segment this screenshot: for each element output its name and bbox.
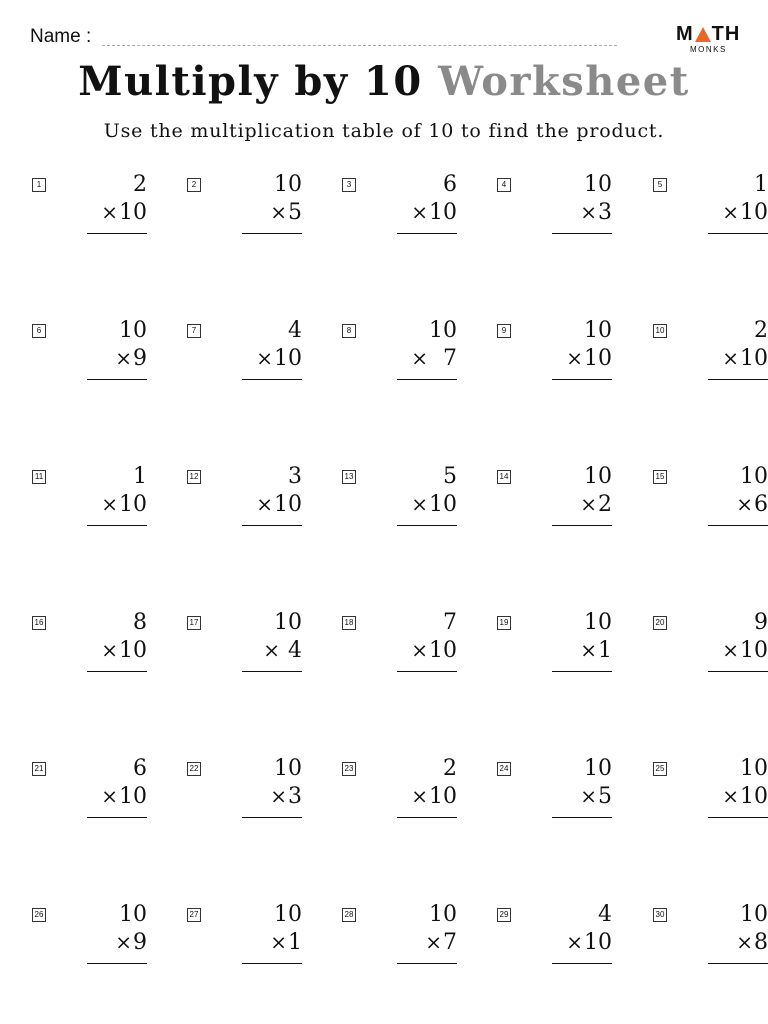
multiplicand: 2 — [443, 756, 457, 781]
answer-line[interactable] — [708, 671, 768, 672]
problem-number: 11 — [32, 470, 46, 484]
name-row — [30, 26, 620, 50]
triangle-icon — [695, 27, 711, 42]
problem-number: 9 — [497, 324, 511, 338]
multiplicand: 10 — [584, 318, 612, 343]
answer-line[interactable] — [87, 671, 147, 672]
multiply-sign: × — [736, 492, 753, 516]
logo-text-right: TH — [711, 23, 741, 45]
multiplier: 10 — [740, 346, 768, 371]
multiplicand: 10 — [429, 318, 457, 343]
multiplier-row — [722, 784, 768, 809]
answer-line[interactable] — [552, 379, 612, 380]
problem-number: 22 — [187, 762, 201, 776]
multiplier-row — [263, 638, 302, 663]
multiply-sign: × — [580, 492, 597, 516]
multiplicand: 3 — [288, 464, 302, 489]
answer-line[interactable] — [552, 671, 612, 672]
multiply-sign: × — [736, 930, 753, 954]
multiplier-row — [722, 346, 768, 371]
multiplier-row — [411, 200, 457, 225]
multiply-sign: × — [101, 200, 118, 224]
problem-number: 13 — [342, 470, 356, 484]
answer-line[interactable] — [552, 963, 612, 964]
problem-20 — [653, 610, 768, 686]
multiply-sign: × — [411, 200, 428, 224]
multiply-sign: × — [411, 638, 428, 662]
multiply-sign: × — [425, 930, 442, 954]
answer-line[interactable] — [397, 817, 457, 818]
multiplier-row — [270, 930, 302, 955]
answer-line[interactable] — [397, 233, 457, 234]
title-main: Multiply by 10 — [78, 58, 439, 105]
answer-line[interactable] — [242, 671, 302, 672]
multiplier: 4 — [281, 638, 302, 663]
multiplier: 9 — [133, 930, 147, 955]
problem-15 — [653, 464, 768, 540]
problem-number: 8 — [342, 324, 356, 338]
answer-line[interactable] — [242, 525, 302, 526]
multiply-sign: × — [101, 784, 118, 808]
multiplier: 6 — [754, 492, 768, 517]
multiplicand: 10 — [740, 464, 768, 489]
multiplier: 9 — [133, 346, 147, 371]
problem-3 — [342, 172, 457, 248]
problem-number: 19 — [497, 616, 511, 630]
multiplier: 10 — [429, 200, 457, 225]
multiplier: 10 — [740, 784, 768, 809]
problem-17 — [187, 610, 302, 686]
answer-line[interactable] — [397, 525, 457, 526]
problem-7 — [187, 318, 302, 394]
problem-number: 26 — [32, 908, 46, 922]
problem-number: 24 — [497, 762, 511, 776]
multiply-sign: × — [270, 784, 287, 808]
title-worksheet: Worksheet — [438, 58, 690, 105]
multiplier-row — [580, 200, 612, 225]
multiplier-row — [411, 638, 457, 663]
answer-line[interactable] — [242, 817, 302, 818]
multiplier-row — [101, 784, 147, 809]
multiplicand: 4 — [288, 318, 302, 343]
multiplicand: 10 — [429, 902, 457, 927]
multiplier-row — [411, 346, 457, 371]
problem-number: 16 — [32, 616, 46, 630]
multiply-sign: × — [722, 638, 739, 662]
multiplier-row — [425, 930, 457, 955]
problem-12 — [187, 464, 302, 540]
problem-number: 30 — [653, 908, 667, 922]
answer-line[interactable] — [242, 233, 302, 234]
answer-line[interactable] — [708, 379, 768, 380]
problem-26 — [32, 902, 147, 978]
multiply-sign: × — [580, 200, 597, 224]
math-monks-logo — [676, 24, 746, 58]
answer-line[interactable] — [87, 233, 147, 234]
multiplicand: 10 — [274, 610, 302, 635]
multiplicand: 7 — [443, 610, 457, 635]
multiply-sign: × — [115, 930, 132, 954]
multiplier: 7 — [429, 346, 457, 371]
multiplicand: 10 — [584, 610, 612, 635]
answer-line[interactable] — [397, 379, 457, 380]
multiply-sign: × — [722, 784, 739, 808]
problem-29 — [497, 902, 612, 978]
multiply-sign: × — [101, 638, 118, 662]
problem-2 — [187, 172, 302, 248]
multiplier-row — [101, 200, 147, 225]
multiplier: 10 — [740, 200, 768, 225]
multiply-sign: × — [566, 346, 583, 370]
problem-28 — [342, 902, 457, 978]
multiplicand: 4 — [598, 902, 612, 927]
multiplier: 5 — [598, 784, 612, 809]
multiplicand: 2 — [133, 172, 147, 197]
problem-8 — [342, 318, 457, 394]
problem-number: 20 — [653, 616, 667, 630]
problem-number: 7 — [187, 324, 201, 338]
answer-line[interactable] — [397, 671, 457, 672]
multiply-sign: × — [101, 492, 118, 516]
multiplier: 10 — [119, 492, 147, 517]
answer-line[interactable] — [87, 963, 147, 964]
multiply-sign: × — [270, 930, 287, 954]
instructions: Use the multiplication table of 10 to find the product. — [103, 120, 665, 142]
problem-number: 4 — [497, 178, 511, 192]
problem-number: 18 — [342, 616, 356, 630]
multiplier-row — [580, 638, 612, 663]
logo-subtext: MONKS — [690, 45, 727, 54]
problem-24 — [497, 756, 612, 832]
multiplier: 3 — [288, 784, 302, 809]
answer-line[interactable] — [87, 379, 147, 380]
problem-number: 10 — [653, 324, 667, 338]
problem-25 — [653, 756, 768, 832]
problem-22 — [187, 756, 302, 832]
problem-number: 23 — [342, 762, 356, 776]
multiplier: 10 — [584, 346, 612, 371]
multiplicand: 8 — [133, 610, 147, 635]
multiplicand: 10 — [740, 756, 768, 781]
problem-number: 25 — [653, 762, 667, 776]
multiplier: 10 — [429, 784, 457, 809]
multiply-sign: × — [411, 492, 428, 516]
multiply-sign: × — [411, 784, 428, 808]
multiplier: 2 — [598, 492, 612, 517]
multiplier-row — [722, 200, 768, 225]
multiplicand: 10 — [740, 902, 768, 927]
problem-number: 2 — [187, 178, 201, 192]
answer-line[interactable] — [552, 817, 612, 818]
multiplicand: 2 — [754, 318, 768, 343]
problem-number: 1 — [32, 178, 46, 192]
multiply-sign: × — [580, 784, 597, 808]
multiplier: 1 — [598, 638, 612, 663]
logo-wordmark — [676, 24, 746, 44]
multiplier: 5 — [288, 200, 302, 225]
multiplier: 1 — [288, 930, 302, 955]
multiplier-row — [566, 930, 612, 955]
answer-line[interactable] — [708, 963, 768, 964]
multiply-sign: × — [722, 200, 739, 224]
problem-19 — [497, 610, 612, 686]
multiplier-row — [411, 784, 457, 809]
multiplicand: 10 — [584, 464, 612, 489]
problem-23 — [342, 756, 457, 832]
multiplier-row — [101, 492, 147, 517]
multiplier: 10 — [274, 492, 302, 517]
multiplier-row — [115, 346, 147, 371]
multiplicand: 1 — [133, 464, 147, 489]
multiplier: 10 — [429, 492, 457, 517]
problem-11 — [32, 464, 147, 540]
answer-line[interactable] — [397, 963, 457, 964]
problem-1 — [32, 172, 147, 248]
multiplier: 10 — [429, 638, 457, 663]
multiplicand: 9 — [754, 610, 768, 635]
multiplier-row — [580, 784, 612, 809]
multiplier: 10 — [119, 200, 147, 225]
problem-number: 14 — [497, 470, 511, 484]
problem-9 — [497, 318, 612, 394]
name-label: Name : — [30, 26, 92, 47]
problem-4 — [497, 172, 612, 248]
problem-number: 12 — [187, 470, 201, 484]
problem-18 — [342, 610, 457, 686]
multiplier: 7 — [443, 930, 457, 955]
multiplicand: 10 — [274, 902, 302, 927]
multiplicand: 10 — [274, 756, 302, 781]
answer-line[interactable] — [708, 817, 768, 818]
multiply-sign: × — [722, 346, 739, 370]
multiplier-row — [115, 930, 147, 955]
answer-line[interactable] — [552, 525, 612, 526]
problem-27 — [187, 902, 302, 978]
problem-number: 3 — [342, 178, 356, 192]
answer-line[interactable] — [87, 817, 147, 818]
answer-line[interactable] — [242, 963, 302, 964]
problem-number: 6 — [32, 324, 46, 338]
multiplier-row — [270, 200, 302, 225]
multiplier-row — [736, 492, 768, 517]
problem-number: 17 — [187, 616, 201, 630]
multiplier: 10 — [119, 638, 147, 663]
multiplicand: 10 — [584, 172, 612, 197]
problem-21 — [32, 756, 147, 832]
problem-number: 15 — [653, 470, 667, 484]
problem-number: 28 — [342, 908, 356, 922]
problem-6 — [32, 318, 147, 394]
multiplier-row — [566, 346, 612, 371]
problem-10 — [653, 318, 768, 394]
answer-line[interactable] — [87, 525, 147, 526]
multiplicand: 6 — [133, 756, 147, 781]
answer-line[interactable] — [242, 379, 302, 380]
problem-number: 21 — [32, 762, 46, 776]
multiplier-row — [736, 930, 768, 955]
multiplicand: 6 — [443, 172, 457, 197]
multiplier-row — [270, 784, 302, 809]
logo-text-left: M — [676, 23, 694, 45]
multiply-sign: × — [256, 492, 273, 516]
multiplier: 10 — [119, 784, 147, 809]
multiplier: 10 — [740, 638, 768, 663]
multiplier: 3 — [598, 200, 612, 225]
multiplier-row — [256, 492, 302, 517]
multiply-sign: × — [566, 930, 583, 954]
multiplier-row — [580, 492, 612, 517]
problem-30 — [653, 902, 768, 978]
multiplier-row — [256, 346, 302, 371]
problem-14 — [497, 464, 612, 540]
multiply-sign: × — [411, 346, 429, 370]
multiplicand: 10 — [119, 902, 147, 927]
problem-number: 5 — [653, 178, 667, 192]
multiplier-row — [722, 638, 768, 663]
multiply-sign: × — [263, 638, 280, 662]
multiplier-row — [411, 492, 457, 517]
answer-line[interactable] — [708, 233, 768, 234]
problem-number: 29 — [497, 908, 511, 922]
problem-13 — [342, 464, 457, 540]
answer-line[interactable] — [552, 233, 612, 234]
multiplier: 8 — [754, 930, 768, 955]
multiplier: 10 — [274, 346, 302, 371]
multiply-sign: × — [115, 346, 132, 370]
multiplicand: 5 — [443, 464, 457, 489]
problem-16 — [32, 610, 147, 686]
answer-line[interactable] — [708, 525, 768, 526]
page-title — [0, 58, 768, 105]
multiplicand: 10 — [274, 172, 302, 197]
problem-number: 27 — [187, 908, 201, 922]
multiplier-row — [101, 638, 147, 663]
multiplicand: 10 — [584, 756, 612, 781]
multiplicand: 10 — [119, 318, 147, 343]
multiply-sign: × — [256, 346, 273, 370]
multiply-sign: × — [580, 638, 597, 662]
problem-5 — [653, 172, 768, 248]
multiplicand: 1 — [754, 172, 768, 197]
multiplier: 10 — [584, 930, 612, 955]
multiply-sign: × — [270, 200, 287, 224]
name-field[interactable] — [102, 45, 617, 46]
